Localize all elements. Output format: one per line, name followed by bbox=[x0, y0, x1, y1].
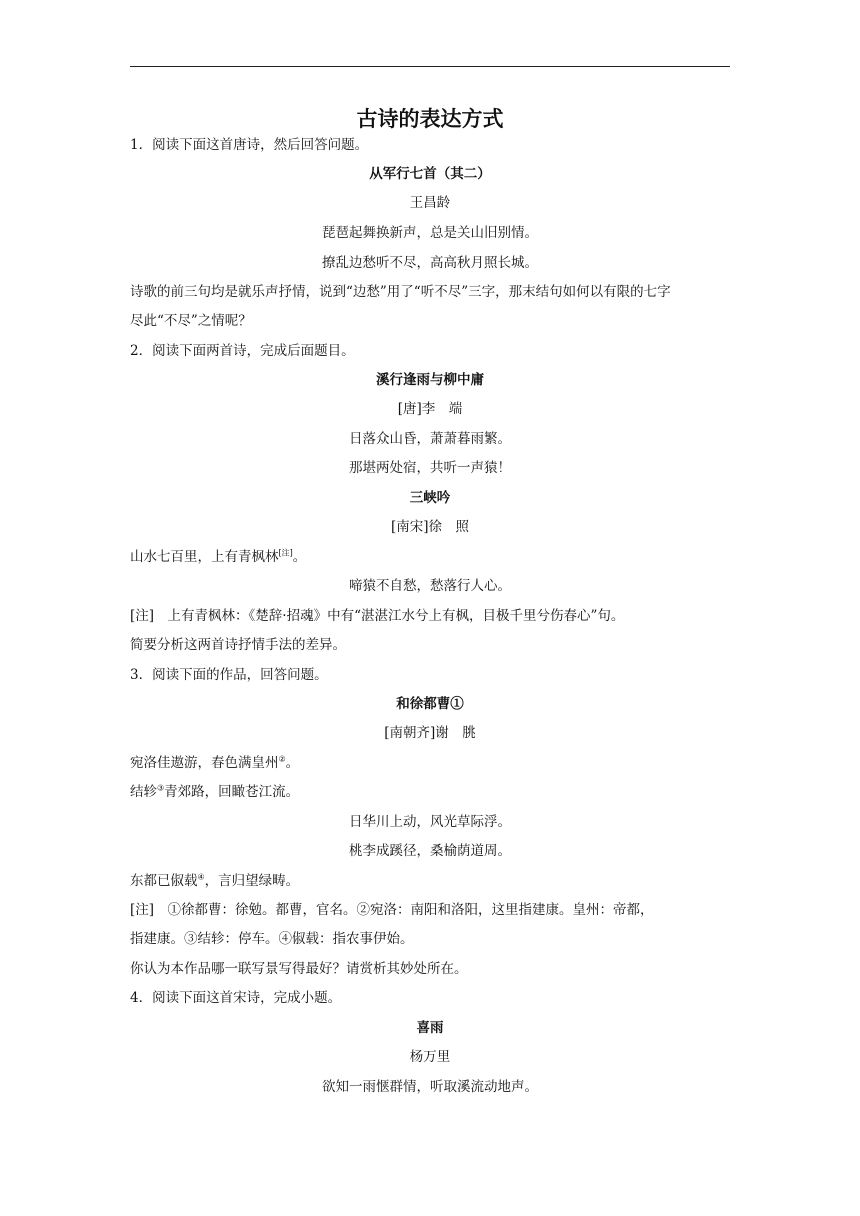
q1-poem-title: 从军行七首（其二） bbox=[369, 166, 491, 182]
q2-poem1-line: 日落众山昏，萧萧暮雨繁。 bbox=[349, 431, 511, 447]
q2-poem2-line bbox=[130, 547, 730, 567]
q3-line5-text: 东都已俶载 bbox=[130, 873, 198, 889]
q2-note: [注] 上有青枫林：《楚辞·招魂》中有“湛湛江水兮上有枫，目极千里兮伤春心”句。 bbox=[130, 608, 625, 624]
q1-poem-line: 琵琶起舞换新声，总是关山旧别情。 bbox=[322, 225, 538, 241]
q3-question: 你认为本作品哪一联写景写得最好？请赏析其妙处所在。 bbox=[130, 961, 468, 977]
q1-poem-line: 撩乱边愁听不尽，高高秋月照长城。 bbox=[322, 255, 538, 271]
q3-author: [南朝齐]谢 朓 bbox=[384, 725, 476, 741]
q3-intro: 3．阅读下面的作品，回答问题。 bbox=[130, 667, 328, 683]
q3-line2-start: 结轸 bbox=[130, 784, 157, 800]
header-rule bbox=[130, 66, 730, 67]
q1-question: 诗歌的前三句均是就乐声抒情，说到“边愁”用了“听不尽”三字，那末结句如何以有限的七字 bbox=[130, 284, 671, 300]
note-marker: ② bbox=[278, 754, 286, 764]
q2-poem1-author: [唐]李 端 bbox=[397, 401, 463, 417]
q3-note-cont: 指建康。③结轸：停车。④俶载：指农事伊始。 bbox=[130, 931, 414, 947]
q2-poem2-line: 啼猿不自愁，愁落行人心。 bbox=[349, 578, 511, 594]
q4-intro: 4．阅读下面这首宋诗，完成小题。 bbox=[130, 990, 342, 1006]
q4-poem-title: 喜雨 bbox=[416, 1020, 444, 1036]
q1-question-cont: 尽此“不尽”之情呢？ bbox=[130, 313, 252, 329]
q2-poem1-title: 溪行逢雨与柳中庸 bbox=[376, 372, 484, 388]
q2-intro: 2．阅读下面两首诗，完成后面题目。 bbox=[130, 343, 355, 359]
q1-intro: 1．阅读下面这首唐诗，然后回答问题。 bbox=[130, 137, 369, 153]
q3-poem-title: 和徐都曹① bbox=[396, 696, 464, 712]
page-title: 古诗的表达方式 bbox=[356, 107, 504, 131]
q2-poem1-line: 那堪两处宿，共听一声猿！ bbox=[349, 460, 511, 476]
note-marker: [注] bbox=[278, 548, 293, 558]
q3-poem-line bbox=[130, 782, 730, 802]
q3-line1-end: 。 bbox=[285, 755, 300, 771]
q3-line2-end: 青郊路，回瞰苍江流。 bbox=[164, 784, 300, 800]
q3-line5-end: ，言归望绿畴。 bbox=[204, 873, 300, 889]
q3-poem-line bbox=[130, 871, 730, 891]
q3-poem-line: 桃李成蹊径，桑榆荫道周。 bbox=[349, 843, 511, 859]
q2-question: 简要分析这两首诗抒情手法的差异。 bbox=[130, 637, 346, 653]
q4-author: 杨万里 bbox=[409, 1049, 451, 1065]
note-marker: ④ bbox=[197, 872, 205, 882]
q1-author: 王昌龄 bbox=[409, 195, 451, 211]
q2-poem2-author: [南宋]徐 照 bbox=[390, 519, 470, 535]
q2-poem2-line1-text: 山水七百里，上有青枫林 bbox=[130, 549, 279, 565]
q2-poem2-title: 三峡吟 bbox=[409, 490, 451, 506]
note-marker: ③ bbox=[157, 783, 165, 793]
q2-poem2-line1-end: 。 bbox=[292, 549, 307, 565]
q3-line1-text: 宛洛佳遨游，春色满皇州 bbox=[130, 755, 279, 771]
q3-poem-line: 日华川上动，风光草际浮。 bbox=[349, 814, 511, 830]
q3-note: [注] ①徐都曹：徐勉。都曹，官名。②宛洛：南阳和洛阳，这里指建康。皇州：帝都， bbox=[130, 902, 654, 918]
q4-poem-line: 欲知一雨惬群情，听取溪流动地声。 bbox=[322, 1079, 538, 1095]
q3-poem-line bbox=[130, 753, 730, 773]
